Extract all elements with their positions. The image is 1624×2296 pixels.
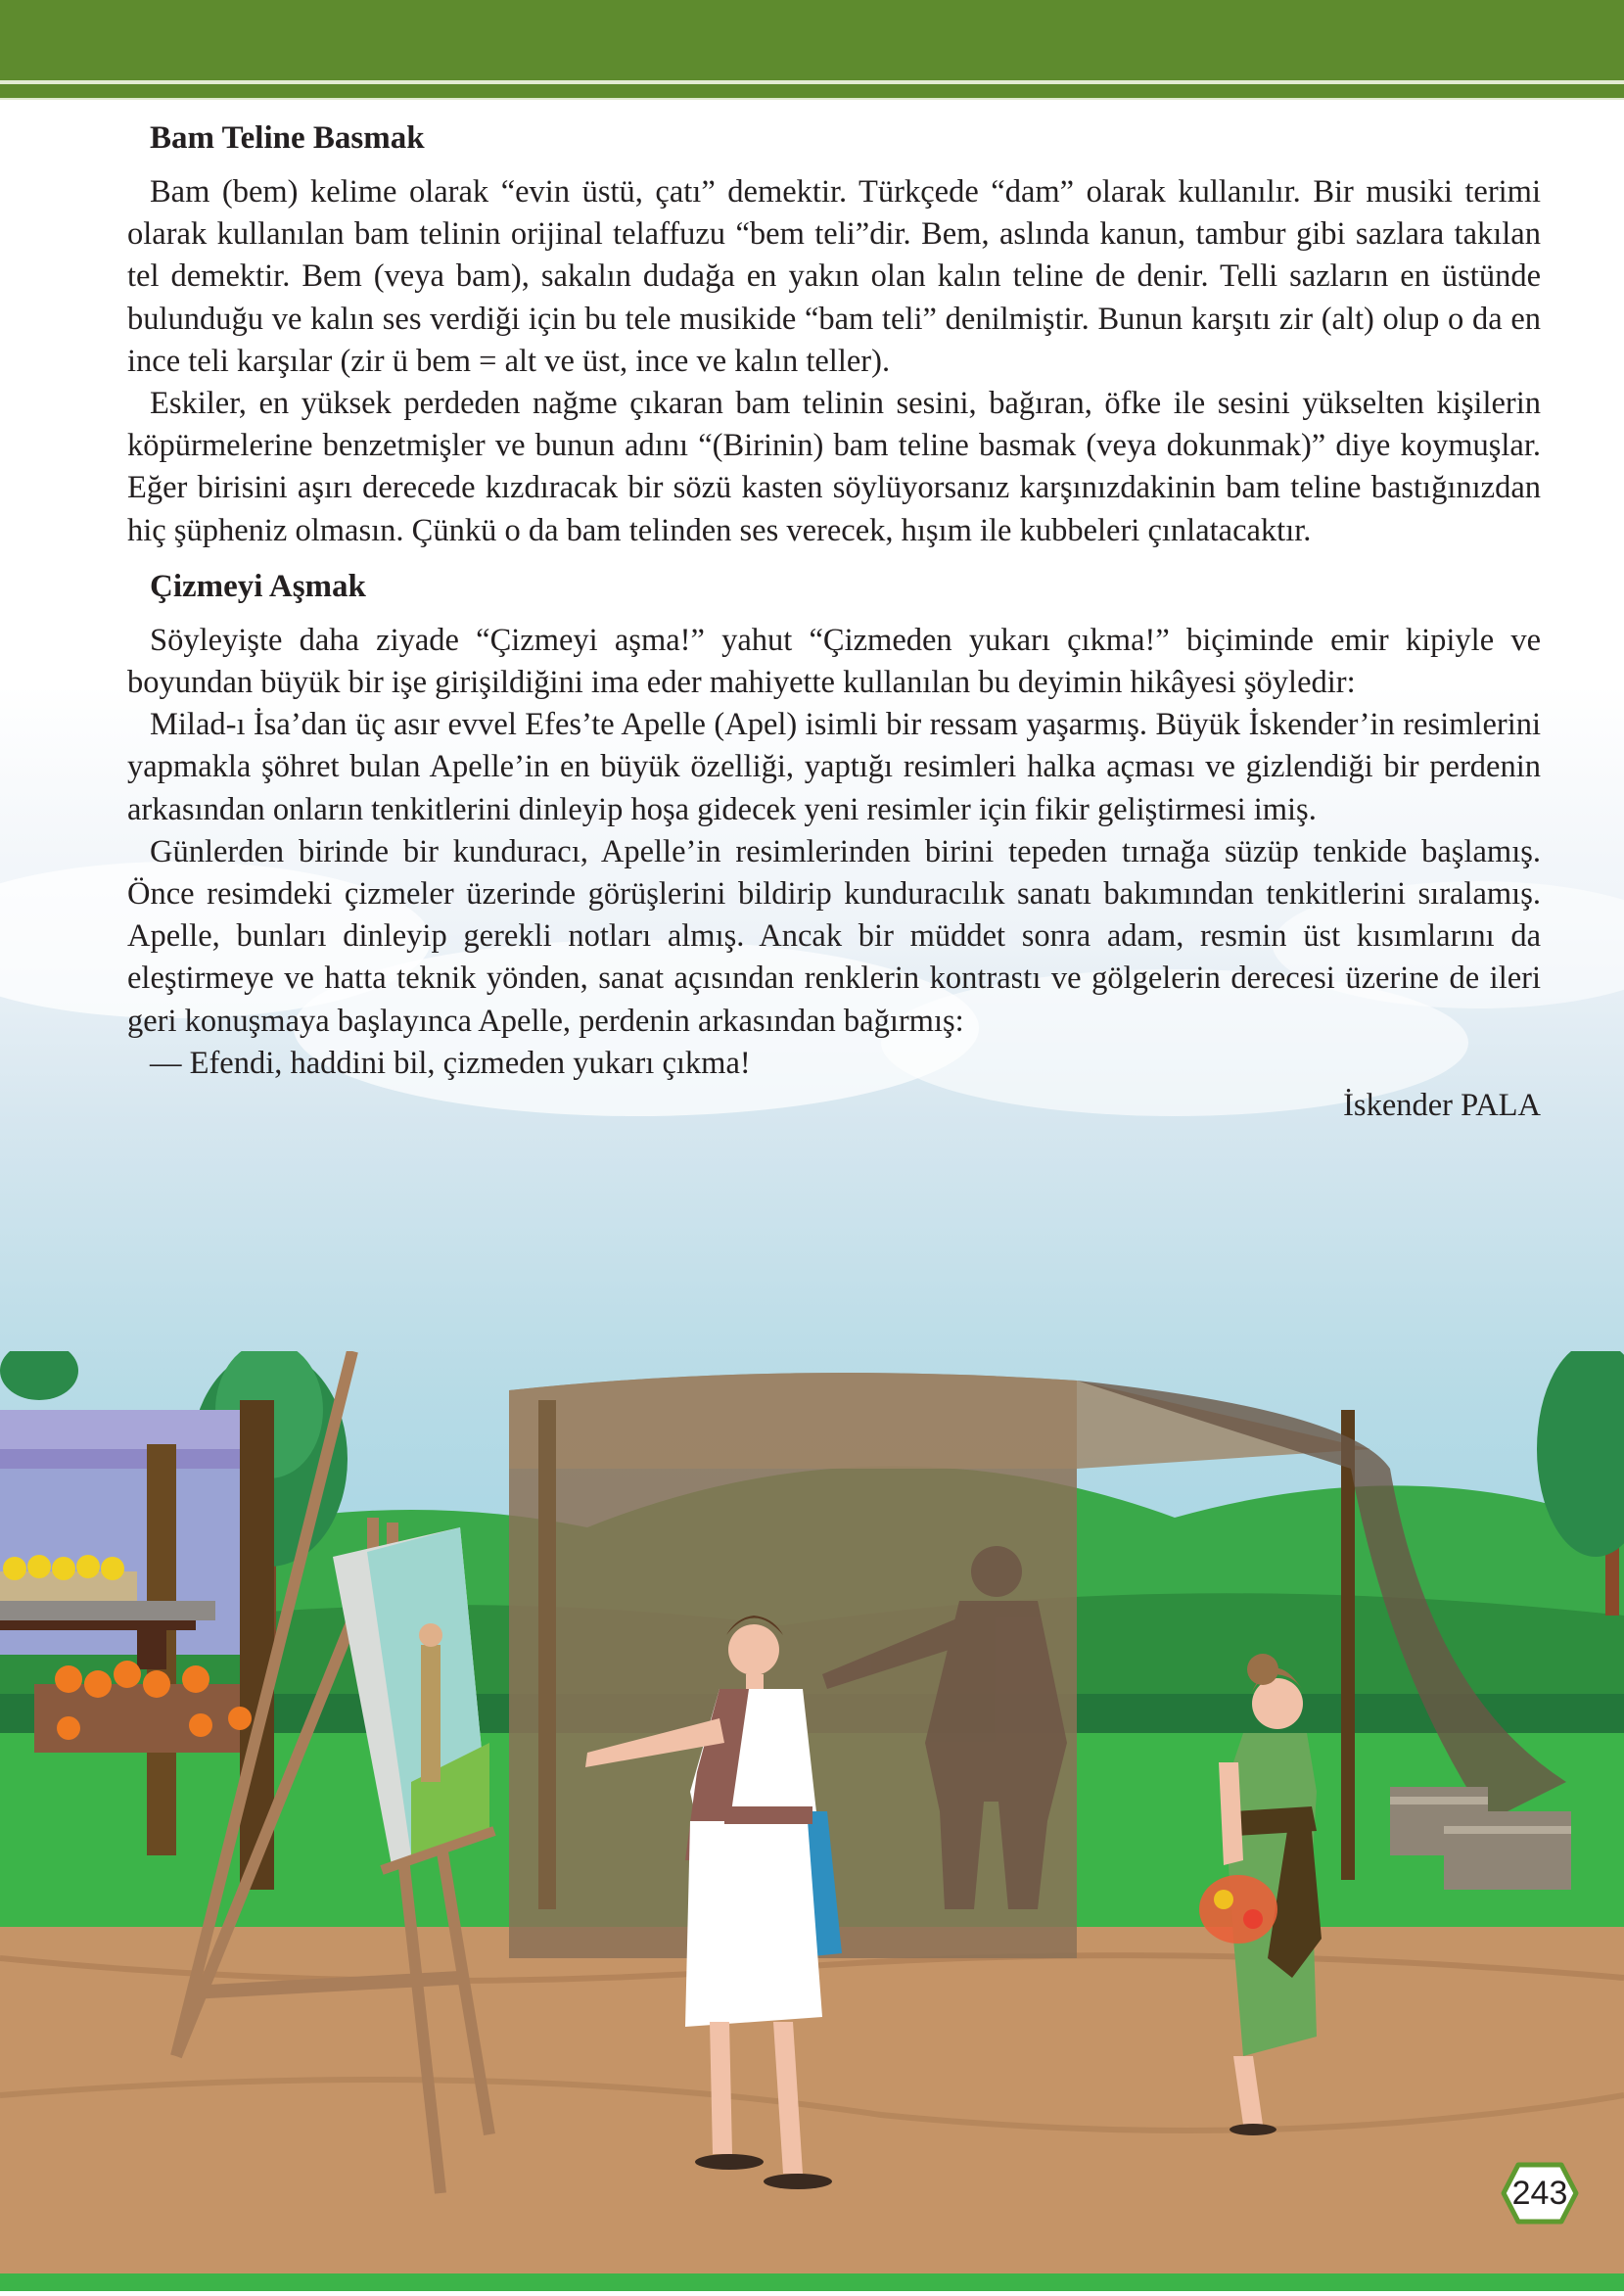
- section-paragraphs: [127, 171, 1541, 552]
- page-number-badge: [1501, 2162, 1579, 2225]
- page-number: 243: [1511, 2175, 1568, 2212]
- article-body: [127, 117, 1541, 1127]
- paragraph: Eskiler, en yüksek perdeden nağme çıkaran bam telinin sesini, bağıran, öfke ile sesini yükselten kişilerin köpürmelerine benzetmişler ve bunun adını “(Birinin) bam teline basmak (veya dokunmak)” diye koymuşlar. Eğer birisini aşırı derecede kızdıracak bir sözü kasten söylüyorsanız karşınızdakinin bam teline bastığınızdan hiç şüpheniz olmasın. Çünkü o da bam telinden ses verecek, hışım ile kubbeleri çınlatacaktır.: [127, 386, 1541, 548]
- header-stripe: [0, 80, 1624, 84]
- paragraph: Milad-ı İsa’dan üç asır evvel Efes’te Apelle (Apel) isimli bir ressam yaşarmış. Büyük İskender’in resimlerini yapmakla şöhret bulan Apelle’in en büyük özelliği, yaptığı resimleri halka açması ve gizlendiği bir perdenin arkasından onların tenkitlerini dinleyip hoşa gidecek yeni resimler için fikir geliştirmesi imiş.: [127, 707, 1541, 827]
- section-gap: [150, 552, 1541, 566]
- section-title: Çizmeyi Aşmak: [150, 568, 366, 604]
- paragraph: Günlerden birinde bir kunduracı, Apelle’in resimlerinden birini tepeden tırnağa süzüp tenkide başlamış. Önce resimdeki çizmeler üzerinde görüşlerini bildirip kunduracılık sanatı bakımından tenkitlerini sıralamış. Apelle, bunları dinleyip gerekli notları almış. Ancak bir müddet sonra adam, resmin üst kısımlarını da eleştirmeye ve hatta teknik yönden, sanat açısından renklerin kontrastı ve gölgelerin derecesi üzerine de ileri geri konuşmaya başlayınca Apelle, perdenin arkasından bağırmış:: [127, 833, 1541, 1039]
- section-bam-teline-basmak: [127, 117, 1541, 552]
- dialogue-line: — Efendi, haddini bil, çizmeden yukarı çıkma!: [150, 1045, 751, 1081]
- illustration-market-scene: [0, 1351, 1624, 2291]
- paragraph: Söyleyişte daha ziyade “Çizmeyi aşma!” yahut “Çizmeden yukarı çıkma!” biçiminde emir kipiyle ve boyundan büyük bir işe girişildiğini ima eder mahiyette kullanılan bu deyimin hikâyesi şöyledir:: [127, 622, 1541, 701]
- section-cizmeyi-asmak: [127, 566, 1541, 1127]
- header-stripe-bottom: [0, 98, 1624, 100]
- header-band: [0, 0, 1624, 99]
- tree-top-left: [0, 1351, 78, 1400]
- section-title: Bam Teline Basmak: [150, 120, 425, 156]
- author-credit: İskender PALA: [1343, 1088, 1541, 1124]
- grass-strip: [0, 2273, 1624, 2291]
- paragraph: Bam (bem) kelime olarak “evin üstü, çatı” demektir. Türkçede “dam” olarak kullanılır. Bir musiki terimi olarak kullanılan bam telinin orijinal telaffuzu “bem teli”dir. Bem, aslında kanun, tambur gibi sazlara takılan tel demektir. Bem (veya bam), sakalın dudağa en yakın olan kalın teline de denir. Telli sazların en üstünde bulunduğu ve kalın ses verdiği için bu tele musikide “bam teli” denilmiştir. Bunun karşıtı zir (alt) olup o da en ince teli karşılar (zir ü bem = alt ve üst, ince ve kalın teller).: [127, 174, 1541, 379]
- scene-svg: [0, 1351, 1624, 2291]
- section-paragraphs: [127, 620, 1541, 1085]
